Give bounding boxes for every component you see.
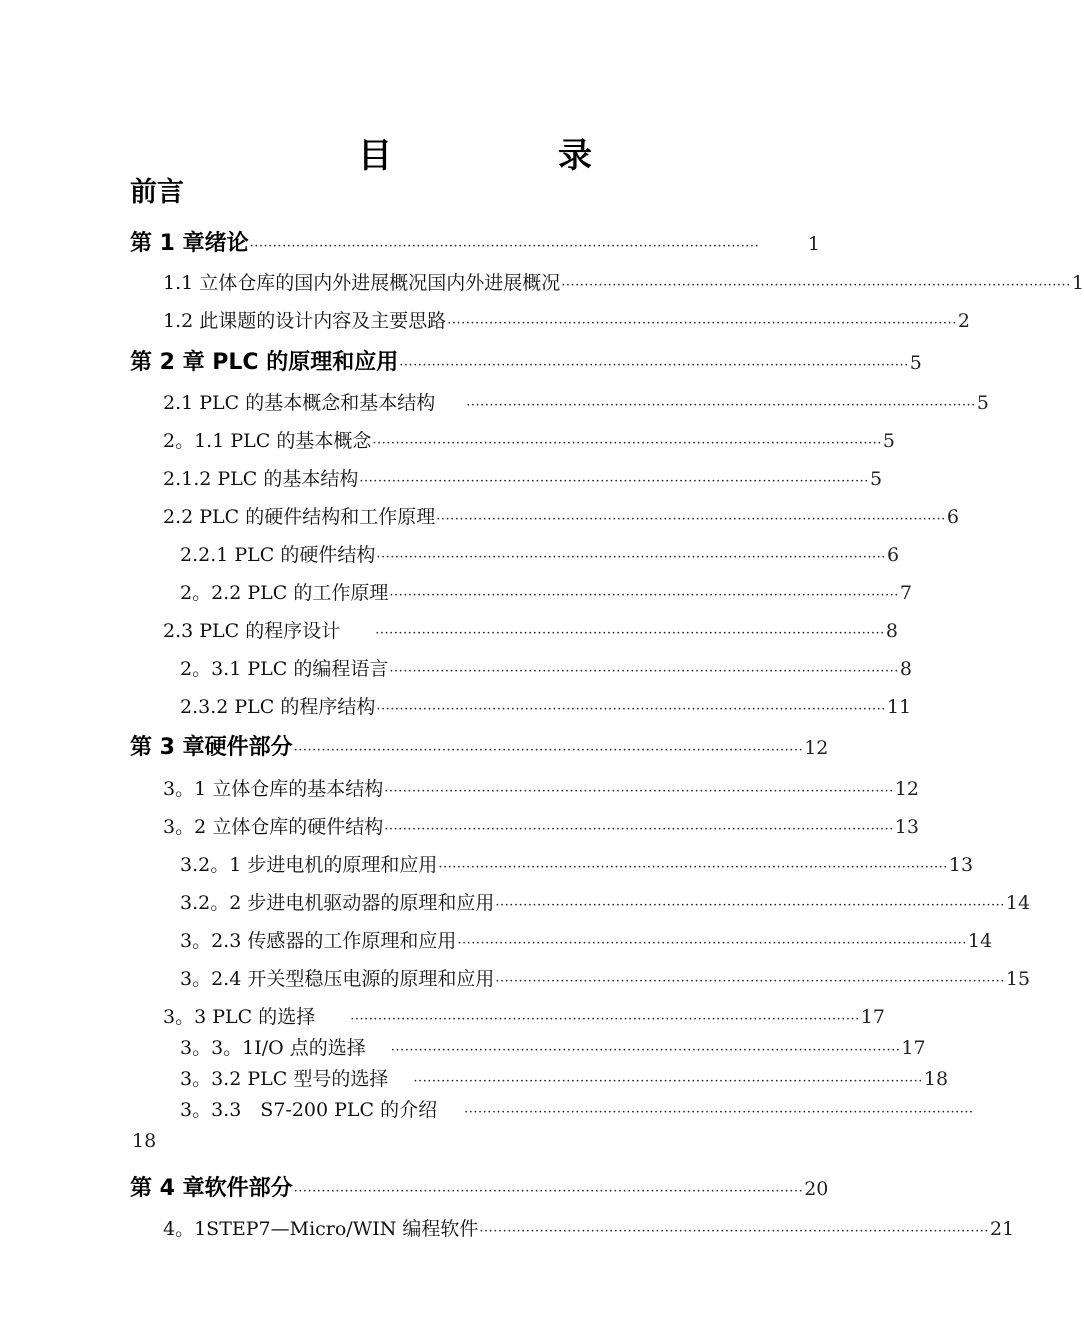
toc-page-number: 14 bbox=[967, 930, 993, 952]
dot-leader: ·············································································································· bbox=[350, 1012, 860, 1027]
toc-label: 3。2 立体仓库的硬件结构 bbox=[163, 816, 384, 838]
toc-page-number: 12 bbox=[804, 737, 829, 759]
dot-leader: ·············································································································· bbox=[399, 358, 909, 373]
toc-label: 2.2.1 PLC 的硬件结构 bbox=[180, 544, 376, 566]
wrapped-page-number: 18 bbox=[132, 1130, 157, 1152]
toc-label: 3。3.2 PLC 型号的选择 bbox=[180, 1068, 389, 1090]
toc-page-number: 15 bbox=[1005, 968, 1031, 990]
toc-page-number: 8 bbox=[899, 658, 912, 680]
toc-entry[interactable] bbox=[130, 1171, 829, 1202]
toc-entry[interactable] bbox=[180, 888, 1031, 915]
toc-entry[interactable] bbox=[180, 926, 993, 953]
dot-leader: ·············································································································· bbox=[249, 239, 760, 254]
dot-leader: ·············································································································· bbox=[389, 664, 899, 679]
dot-leader: ·············································································································· bbox=[438, 860, 948, 875]
dot-leader: ·············································································································· bbox=[372, 436, 882, 451]
toc-page-number: 17 bbox=[860, 1006, 885, 1028]
toc-entry[interactable] bbox=[180, 1095, 974, 1122]
toc-entry[interactable] bbox=[163, 268, 1084, 295]
toc-entry[interactable] bbox=[163, 1002, 885, 1029]
toc-page-number: 14 bbox=[1005, 892, 1031, 914]
toc-page-number: 21 bbox=[989, 1218, 1015, 1240]
toc-label: 2.3.2 PLC 的程序结构 bbox=[180, 696, 376, 718]
toc-entry[interactable] bbox=[163, 388, 989, 415]
dot-leader: ·············································································································· bbox=[561, 278, 1071, 293]
toc-page-number: 13 bbox=[894, 816, 919, 838]
toc-entry[interactable] bbox=[163, 774, 919, 801]
toc-page-number: 13 bbox=[948, 854, 974, 876]
toc-label: 2。2.2 PLC 的工作原理 bbox=[180, 582, 389, 604]
toc-entry[interactable] bbox=[163, 464, 883, 491]
dot-leader: ·············································································································· bbox=[359, 474, 869, 489]
toc-entry[interactable] bbox=[163, 1214, 1015, 1241]
toc-page-number: 5 bbox=[909, 352, 922, 374]
toc-page-number: 8 bbox=[885, 620, 898, 642]
dot-leader: ·············································································································· bbox=[479, 1224, 989, 1239]
dot-leader: ·············································································································· bbox=[293, 1184, 804, 1199]
toc-entry[interactable] bbox=[180, 692, 912, 719]
toc-page-number: 12 bbox=[894, 778, 919, 800]
toc-label: 第 3 章硬件部分 bbox=[130, 735, 293, 760]
dot-leader: ·············································································································· bbox=[436, 512, 946, 527]
toc-entry[interactable] bbox=[163, 306, 970, 333]
toc-entry[interactable] bbox=[180, 654, 912, 681]
dot-leader: ·············································································································· bbox=[466, 398, 976, 413]
dot-leader: ·············································································································· bbox=[293, 743, 804, 758]
dot-leader: ·············································································································· bbox=[376, 702, 886, 717]
dot-leader: ·············································································································· bbox=[495, 974, 1005, 989]
toc-label: 3.2。2 步进电机驱动器的原理和应用 bbox=[180, 892, 495, 914]
toc-entry[interactable] bbox=[130, 226, 820, 257]
toc-label: 3。3。1I/O 点的选择 bbox=[180, 1037, 366, 1059]
toc-label: 第 1 章绪论 bbox=[130, 231, 249, 256]
toc-label: 2.2 PLC 的硬件结构和工作原理 bbox=[163, 506, 436, 528]
dot-leader: ·············································································································· bbox=[375, 626, 885, 641]
toc-entry[interactable] bbox=[180, 1033, 926, 1060]
toc-label: 3。3 PLC 的选择 bbox=[163, 1006, 316, 1028]
toc-label: 1.1 立体仓库的国内外进展概况国内外进展概况 bbox=[163, 272, 561, 294]
toc-label: 3。1 立体仓库的基本结构 bbox=[163, 778, 384, 800]
toc-label: 2.3 PLC 的程序设计 bbox=[163, 620, 341, 642]
toc-label: 1.2 此课题的设计内容及主要思路 bbox=[163, 310, 447, 332]
toc-page-number: 11 bbox=[886, 696, 912, 718]
toc-label: 4。1STEP7—Micro/WIN 编程软件 bbox=[163, 1218, 479, 1240]
toc-page-number: 5 bbox=[869, 468, 883, 490]
toc-entry[interactable] bbox=[180, 964, 1031, 991]
toc-label: 3.2。1 步进电机的原理和应用 bbox=[180, 854, 438, 876]
toc-entry[interactable] bbox=[180, 850, 974, 877]
toc-page-number: 6 bbox=[886, 544, 900, 566]
toc-entry[interactable] bbox=[163, 812, 919, 839]
dot-leader: ·············································································································· bbox=[464, 1105, 974, 1120]
dot-leader: ·············································································································· bbox=[389, 588, 899, 603]
toc-page-number: 5 bbox=[976, 392, 989, 414]
toc-page-number: 18 bbox=[923, 1068, 949, 1090]
toc-entry[interactable] bbox=[163, 502, 959, 529]
toc-label: 第 4 章软件部分 bbox=[130, 1176, 293, 1201]
toc-label: 第 2 章 PLC 的原理和应用 bbox=[130, 350, 399, 375]
toc-label: 3。3.3 S7-200 PLC 的介绍 bbox=[180, 1099, 438, 1121]
toc-label: 3。2.3 传感器的工作原理和应用 bbox=[180, 930, 457, 952]
toc-page-number: 6 bbox=[946, 506, 959, 528]
toc-entry[interactable] bbox=[130, 345, 922, 376]
toc-label: 2.1 PLC 的基本概念和基本结构 bbox=[163, 392, 436, 414]
dot-leader: ·············································································································· bbox=[447, 316, 957, 331]
dot-leader: ·············································································································· bbox=[384, 784, 894, 799]
toc-page-number: 1 bbox=[807, 233, 820, 255]
toc-entry[interactable] bbox=[180, 1064, 949, 1091]
toc-label: 2.1.2 PLC 的基本结构 bbox=[163, 468, 359, 490]
toc-page-number: 5 bbox=[882, 430, 895, 452]
toc-page-number: 2 bbox=[957, 310, 970, 332]
toc-page-number: 1 bbox=[1071, 272, 1084, 294]
toc-label: 2。1.1 PLC 的基本概念 bbox=[163, 430, 372, 452]
toc-label: 2。3.1 PLC 的编程语言 bbox=[180, 658, 389, 680]
dot-leader: ·············································································································· bbox=[457, 936, 967, 951]
toc-entry[interactable] bbox=[163, 426, 895, 453]
dot-leader: ·············································································································· bbox=[390, 1043, 901, 1058]
dot-leader: ·············································································································· bbox=[413, 1074, 923, 1089]
toc-page-number: 20 bbox=[804, 1178, 829, 1200]
toc-entry[interactable] bbox=[180, 540, 900, 567]
toc-label: 3。2.4 开关型稳压电源的原理和应用 bbox=[180, 968, 495, 990]
page-title: 目 录 bbox=[358, 136, 658, 176]
dot-leader: ·············································································································· bbox=[384, 822, 894, 837]
toc-page-number: 17 bbox=[901, 1037, 926, 1059]
dot-leader: ·············································································································· bbox=[376, 550, 886, 565]
toc-entry[interactable] bbox=[180, 578, 912, 605]
preface-heading: 前言 bbox=[130, 177, 184, 208]
toc-entry[interactable] bbox=[163, 616, 898, 643]
dot-leader: ·············································································································· bbox=[495, 898, 1005, 913]
toc-page-number: 7 bbox=[899, 582, 912, 604]
toc-entry[interactable] bbox=[130, 730, 829, 761]
